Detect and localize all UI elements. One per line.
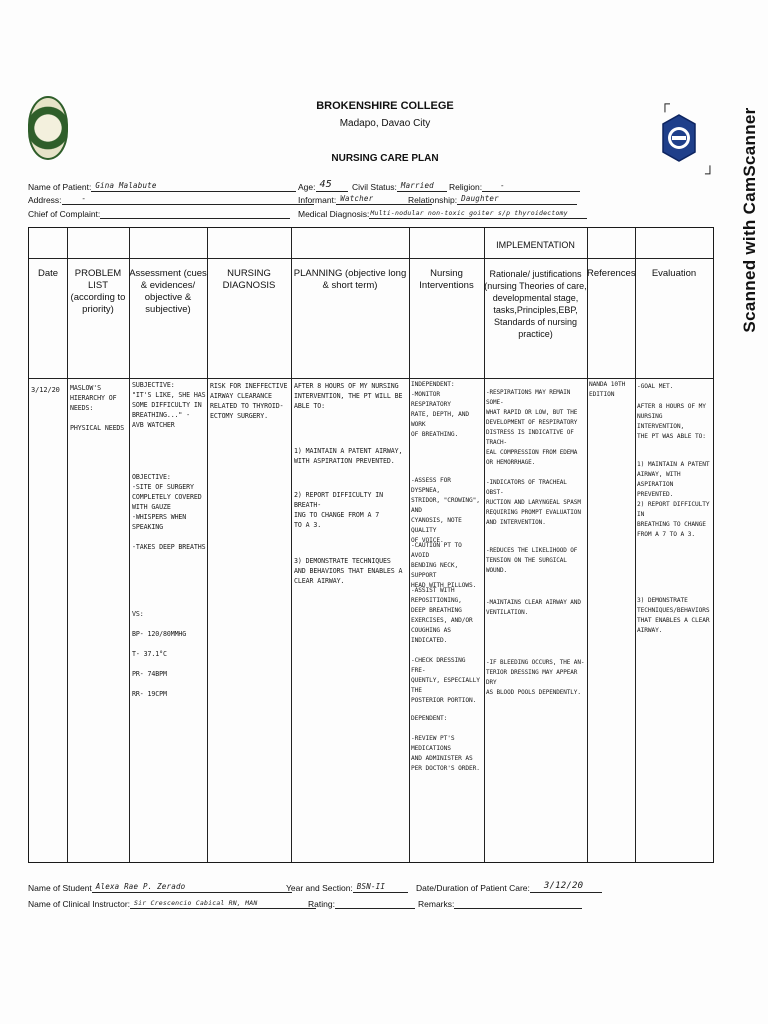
scan-corner-mark: ┘ <box>705 165 715 181</box>
clinical-instructor-value: Sir Crescencio Cabical RN, MAN <box>134 899 258 907</box>
nursing-care-plan-table <box>28 227 714 863</box>
evaluation-goal-2: 2) REPORT DIFFICULTY IN BREATHING TO CHANGE FROM A 7 TO A 3. <box>637 501 710 538</box>
planning-goal-1: 1) MAINTAIN A PATENT AIRWAY, WITH ASPIRATION PREVENTED. <box>294 447 403 465</box>
tuv-certification-logo <box>660 113 698 163</box>
assessment-objective-cell: OBJECTIVE: -SITE OF SURGERY COMPLETELY COVERED WITH GAUZE -WHISPERS WHEN SPEAKING -TAKES DEEP BREATHS <box>132 473 206 551</box>
address-value: - <box>81 194 87 203</box>
col-references: References <box>587 268 636 279</box>
chief-complaint-field: Chief of Complaint: <box>28 208 290 219</box>
implementation-header: IMPLEMENTATION <box>496 240 575 250</box>
evaluation-goal-3: 3) DEMONSTRATE TECHNIQUES/BEHAVIORS THAT ENABLES A CLEAR AIRWAY. <box>637 597 710 634</box>
informant-value: Watcher <box>340 194 374 203</box>
age-field: Age: 45 <box>298 181 348 192</box>
year-section-field: Year and Section: BSN-II <box>286 882 408 893</box>
medical-diagnosis-value: Multi-nodular non-toxic goiter s/p thyroidectomy <box>370 209 568 217</box>
evaluation-goal-1: 1) MAINTAIN A PATENT AIRWAY, WITH ASPIRATION PREVENTED. <box>637 461 710 498</box>
planning-intro: AFTER 8 HOURS OF MY NURSING INTERVENTION, THE PT WILL BE ABLE TO: <box>294 382 403 410</box>
clinical-instructor-field: Name of Clinical Instructor: Sir Crescencio Cabical RN, MAN <box>28 898 316 909</box>
medical-diagnosis-field: Medical Diagnosis: Multi-nodular non-toxic goiter s/p thyroidectomy <box>298 208 587 219</box>
evaluation-intro: -GOAL MET. AFTER 8 HOURS OF MY NURSING INTERVENTION, THE PT WAS ABLE TO: <box>637 383 706 440</box>
intervention-6: DEPENDENT: -REVIEW PT'S MEDICATIONS AND ADMINISTER AS PER DOCTOR'S ORDER. <box>411 715 480 772</box>
col-evaluation: Evaluation <box>651 268 697 279</box>
college-name: BROKENSHIRE COLLEGE <box>316 100 454 112</box>
col-date: Date <box>37 268 59 279</box>
col-planning: PLANNING (objective long & short term) <box>293 268 407 291</box>
col-nursing-diagnosis: NURSING DIAGNOSIS <box>222 268 276 291</box>
religion-value: - <box>500 181 505 190</box>
assessment-subjective-cell: SUBJECTIVE: "IT'S LIKE, SHE HAS SOME DIFFICULTY IN BREATHING..." - AVB WATCHER <box>132 381 206 429</box>
rationale-5: -IF BLEEDING OCCURS, THE AN- TERIOR DRESSING MAY APPEAR DRY AS BLOOD POOLS DEPENDENTLY. <box>486 659 585 696</box>
scan-corner-mark: ┌ <box>660 95 670 111</box>
rationale-2: -INDICATORS OF TRACHEAL OBST- RUCTION AND LARYNGEAL SPASM REQUIRING PROMPT EVALUATION AND INTERVENTION. <box>486 479 581 526</box>
student-name-value: Alexa Rae P. Zerado <box>95 882 186 891</box>
intervention-3: -CAUTION PT TO AVOID BENDING NECK, SUPPORT HEAD WITH PILLOWS. <box>411 542 477 589</box>
intervention-5: -CHECK DRESSING FRE- QUENTLY, ESPECIALLY THE POSTERIOR PORTION. <box>411 657 480 704</box>
date-of-care-field: Date/Duration of Patient Care: 3/12/20 <box>416 882 602 893</box>
references-cell: NANDA 10TH EDITION <box>589 381 626 398</box>
rationale-3: -REDUCES THE LIKELIHOOD OF TENSION ON THE SURGICAL WOUND. <box>486 547 578 574</box>
col-problem-list: PROBLEM LIST (according to priority) <box>70 268 126 315</box>
patient-name-value: Gina Malabute <box>95 181 157 190</box>
planning-goal-3: 3) DEMONSTRATE TECHNIQUES AND BEHAVIORS THAT ENABLES A CLEAR AIRWAY. <box>294 557 403 585</box>
problem-list-cell: MASLOW'S HIERARCHY OF NEEDS: PHYSICAL NEEDS <box>70 384 125 432</box>
civil-status-field: Civil Status: Married <box>352 181 447 192</box>
student-name-field: Name of Student Alexa Rae P. Zerado <box>28 882 292 893</box>
form-title: NURSING CARE PLAN <box>331 153 439 164</box>
camscanner-watermark: Scanned with CamScanner <box>740 107 759 333</box>
date-of-care-value: 3/12/20 <box>543 881 584 891</box>
col-assessment: Assessment (cues & evidences/ objective & subjective) <box>129 268 207 315</box>
relationship-field: Relationship: Daughter <box>408 194 577 205</box>
relationship-value: Daughter <box>461 194 499 203</box>
informant-field: Informant: Watcher <box>298 194 432 205</box>
college-address: Madapo, Davao City <box>339 118 431 129</box>
intervention-4: -ASSIST WITH REPOSITIONING, DEEP BREATHING EXERCISES, AND/OR COUGHING AS INDICATED. <box>411 587 473 644</box>
address-field: Address: - <box>28 194 314 205</box>
date-cell: 3/12/20 <box>31 386 60 394</box>
remarks-field: Remarks: <box>418 898 582 909</box>
vital-signs-cell: VS: BP- 120/80MMHG T- 37.1°C PR- 74BPM RR- 19CPM <box>132 610 187 698</box>
college-seal-logo <box>28 96 68 160</box>
planning-goal-2: 2) REPORT DIFFICULTY IN BREATH- ING TO CHANGE FROM A 7 TO A 3. <box>294 491 384 529</box>
patient-name-field: Name of Patient: Gina Malabute <box>28 181 296 192</box>
rationale-4: -MAINTAINS CLEAR AIRWAY AND VENTILATION. <box>486 599 581 616</box>
rating-field: Rating: <box>308 898 415 909</box>
age-value: 45 <box>319 179 332 190</box>
rationale-1: -RESPIRATIONS MAY REMAIN SOME- WHAT RAPID OR LOW, BUT THE DEVELOPMENT OF RESPIRATORY DISTRESS IS INDICATIVE OF TRACH- EAL COMPRESSION FROM EDEMA OR HEMORRHAGE. <box>486 389 578 466</box>
religion-field: Religion: - <box>449 181 580 192</box>
year-section-value: BSN-II <box>356 882 386 891</box>
intervention-2: -ASSESS FOR DYSPNEA, STRIDOR, "CROWING", AND CYANOSIS, NOTE QUALITY OF VOICE. <box>411 477 480 544</box>
intervention-1: INDEPENDENT: -MONITOR RESPIRATORY RATE, DEPTH, AND WORK OF BREATHING. <box>411 381 470 438</box>
civil-status-value: Married <box>400 181 434 190</box>
col-rationale: Rationale/ justifications (nursing Theories of care, developmental stage, tasks,Principles,EBP, Standards of nursing practice) <box>484 269 587 339</box>
col-nursing-interventions: Nursing Interventions <box>419 268 474 291</box>
nursing-diagnosis-cell: RISK FOR INEFFECTIVE AIRWAY CLEARANCE RELATED TO THYROID- ECTOMY SURGERY. <box>210 382 288 420</box>
